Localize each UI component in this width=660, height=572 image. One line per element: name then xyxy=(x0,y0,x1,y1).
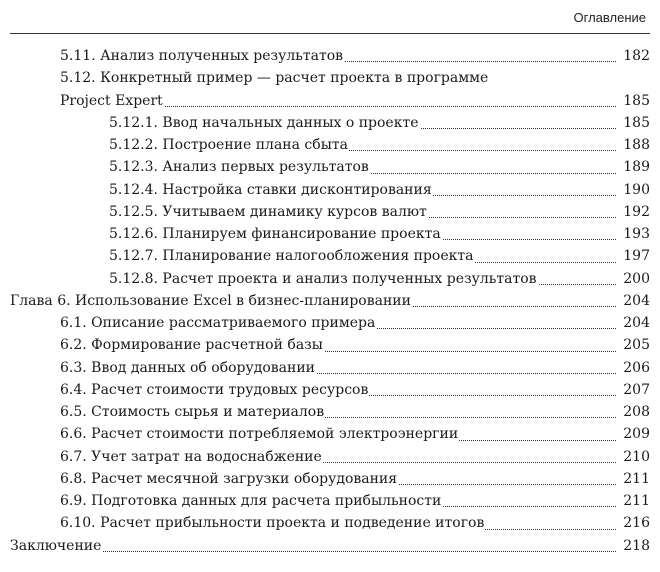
toc-entry-title: Заключение xyxy=(10,535,102,557)
toc-entry-title: 5.12.8. Расчет проекта и анализ полученных результатов xyxy=(109,268,538,290)
toc-entry-page: 205 xyxy=(621,334,650,356)
toc-entry-page: 190 xyxy=(621,179,650,201)
toc-entry-title: 5.12.3. Анализ первых результатов xyxy=(109,156,370,178)
toc-entry-title: 6.3. Ввод данных об оборудовании xyxy=(60,357,316,379)
toc-entry[interactable] xyxy=(0,67,660,89)
toc-entry-title: 5.11. Анализ полученных результатов xyxy=(60,45,344,67)
table-of-contents xyxy=(0,45,660,557)
toc-entry[interactable] xyxy=(0,379,660,401)
toc-entry-page: 207 xyxy=(621,379,650,401)
toc-entry[interactable] xyxy=(0,357,660,379)
toc-entry-page: 197 xyxy=(621,245,650,267)
toc-entry[interactable] xyxy=(0,401,660,423)
toc-entry-title: Глава 6. Использование Excel в бизнес-планировании xyxy=(10,290,412,312)
toc-entry[interactable] xyxy=(0,468,660,490)
toc-entry-title: 5.12.7. Планирование налогообложения проекта xyxy=(109,245,474,267)
toc-entry-page: 211 xyxy=(621,468,650,490)
toc-entry[interactable] xyxy=(0,156,660,178)
toc-entry-title: 6.10. Расчет прибыльности проекта и подведение итогов xyxy=(60,512,485,534)
toc-entry[interactable] xyxy=(0,290,660,312)
toc-entry-page: 192 xyxy=(621,201,650,223)
toc-entry[interactable] xyxy=(0,446,660,468)
toc-entry-title: 5.12.4. Настройка ставки дисконтирования xyxy=(109,179,433,201)
toc-entry[interactable] xyxy=(0,268,660,290)
toc-entry-page: 182 xyxy=(621,45,650,67)
toc-entry-title: 5.12.6. Планируем финансирование проекта xyxy=(109,223,442,245)
toc-entry-page: 189 xyxy=(621,156,650,178)
toc-entry-page: 208 xyxy=(621,401,650,423)
toc-entry-title: 6.7. Учет затрат на водоснабжение xyxy=(60,446,323,468)
toc-entry[interactable] xyxy=(0,535,660,557)
toc-entry[interactable] xyxy=(0,245,660,267)
toc-entry[interactable] xyxy=(0,312,660,334)
toc-entry-page: 193 xyxy=(621,223,650,245)
toc-entry-title: 6.5. Стоимость сырья и материалов xyxy=(60,401,325,423)
toc-entry-page: 204 xyxy=(621,290,650,312)
toc-entry-title: 6.1. Описание рассматриваемого примера xyxy=(60,312,376,334)
toc-entry-title: 5.12. Конкретный пример — расчет проекта в программе xyxy=(60,67,489,89)
toc-entry-title: 6.2. Формирование расчетной базы xyxy=(60,334,324,356)
header-rule xyxy=(10,33,650,34)
toc-entry-page: 209 xyxy=(621,423,650,445)
toc-entry[interactable] xyxy=(0,90,660,112)
running-header: Оглавление xyxy=(573,10,646,25)
toc-entry-title: 6.8. Расчет месячной загрузки оборудования xyxy=(60,468,398,490)
toc-entry[interactable] xyxy=(0,334,660,356)
toc-entry-page: 206 xyxy=(621,357,650,379)
toc-entry[interactable] xyxy=(0,512,660,534)
toc-entry-page: 211 xyxy=(621,490,650,512)
toc-entry-page: 210 xyxy=(621,446,650,468)
toc-entry-page: 216 xyxy=(621,512,650,534)
toc-entry[interactable] xyxy=(0,223,660,245)
toc-entry-title: 5.12.1. Ввод начальных данных о проекте xyxy=(109,112,420,134)
toc-entry-title: Project Expert xyxy=(60,90,164,112)
toc-entry[interactable] xyxy=(0,112,660,134)
toc-entry-page: 188 xyxy=(621,134,650,156)
toc-entry-page: 204 xyxy=(621,312,650,334)
toc-entry-page: 218 xyxy=(621,535,650,557)
toc-entry[interactable] xyxy=(0,423,660,445)
toc-entry-title: 6.6. Расчет стоимости потребляемой электроэнергии xyxy=(60,423,459,445)
toc-entry[interactable] xyxy=(0,134,660,156)
toc-entry-title: 6.9. Подготовка данных для расчета прибыльности xyxy=(60,490,442,512)
toc-entry[interactable] xyxy=(0,490,660,512)
toc-entry-title: 5.12.5. Учитываем динамику курсов валют xyxy=(109,201,428,223)
toc-entry-page: 185 xyxy=(621,112,650,134)
toc-entry-title: 6.4. Расчет стоимости трудовых ресурсов xyxy=(60,379,369,401)
toc-entry[interactable] xyxy=(0,179,660,201)
toc-entry-page: 185 xyxy=(621,90,650,112)
toc-entry[interactable] xyxy=(0,45,660,67)
toc-entry-page: 200 xyxy=(621,268,650,290)
toc-entry-title: 5.12.2. Построение плана сбыта xyxy=(109,134,349,156)
toc-entry[interactable] xyxy=(0,201,660,223)
